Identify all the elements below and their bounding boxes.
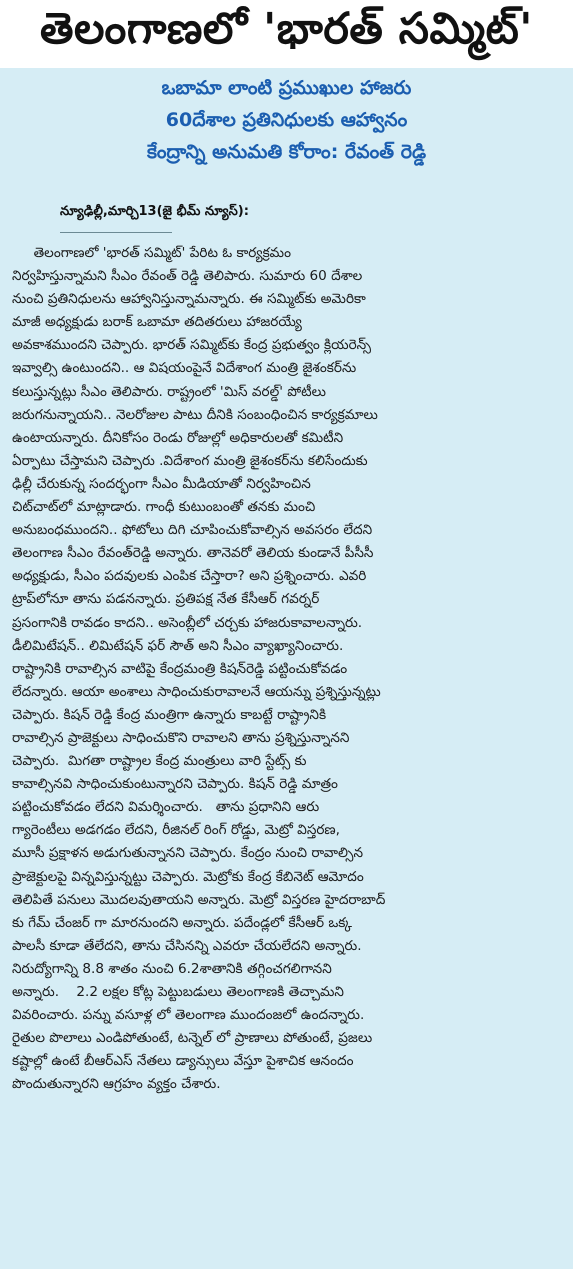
article-line: ప్రాజెక్టులపై విన్నవిస్తున్నట్టు చెప్పారు. మెట్రోకు కేంద్ర కేబినెట్‌ ఆమోదం	[12, 868, 364, 885]
article-line: చెప్పారు. కిషన్‌ రెడ్డి కేంద్ర మంత్రిగా ఉన్నారు కాబట్టే రాష్ట్రానికి	[12, 706, 327, 723]
article-line: అవకాశముందని చెప్పారు. భారత్‌ సమ్మిట్‌కు కేంద్ర ప్రభుత్వం క్లియరెన్స్‌	[12, 337, 372, 354]
subheading: 60దేశాల ప్రతినిధులకు ఆహ్వానం	[165, 109, 408, 131]
article-line: ఉంటాయన్నారు. దీనికోసం రెండు రోజుల్లో అధికారులతో కమిటీని	[12, 429, 344, 446]
article-line: రైతుల పొలాలు ఎండిపోతుంటే, టన్నెల్‌ లో ప్రాణాలు పోతుంటే, ప్రజలు	[12, 1030, 373, 1047]
article-line: పొందుతున్నారని ఆగ్రహం వ్యక్తం చేశారు.	[12, 1076, 221, 1093]
article-line: తెలంగాణలో 'భారత్‌ సమ్మిట్‌' పేరిట ఓ కార్యక్రమం	[12, 245, 291, 261]
article-line: రావాల్సిన ప్రాజెక్టులు సాధించుకొని రావాలని తాను ప్రశ్నిస్తున్నానని	[12, 729, 350, 746]
article-line: రాష్ట్రానికి రావాల్సిన వాటిపై కేంద్రమంత్రి కిషన్‌రెడ్డి పట్టించుకోవడం	[12, 660, 348, 677]
article-line: వివరించారు. పన్ను వసూళ్ల లో తెలంగాణ ముందంజలో ఉందన్నారు.	[12, 1007, 365, 1024]
article-line: కలుస్తున్నట్లు సీఎం తెలిపారు. రాష్ట్రంలో 'మిస్‌ వరల్డ్‌' పోటీలు	[12, 383, 326, 400]
article-line: కావాల్సినవి సాధించుకుంటున్నారని చెప్పారు. కిషన్‌ రెడ్డి మాత్రం	[12, 776, 338, 793]
dateline: న్యూఢిల్లీ,మార్చి13(జై భీమ్‌ న్యూస్‌):	[60, 204, 249, 219]
article-line: కు గేమ్‌ చేంజర్‌ గా మారనుందని అన్నారు. పదేండ్లలో కేసీఆర్‌ ఒక్క	[12, 914, 352, 931]
article-line: చిట్‌చాట్‌లో మాట్లాడారు. గాంధీ కుటుంబంతో తనకు మంచి	[12, 499, 316, 516]
article-line: చెప్పారు. మిగతా రాష్ట్రాల కేంద్ర మంత్రులు వారి స్టేట్స్‌ కు	[12, 753, 307, 770]
article-line: మూసీ ప్రక్షాళన అడుగుతున్నానని చెప్పారు. కేంద్రం నుంచి రావాల్సిన	[12, 845, 363, 862]
article-line: తెలంగాణ సీఎం రేవంత్‌రెడ్డి అన్నారు. తానెవరో తెలియ కుండానే పీసీసీ	[12, 545, 374, 562]
article-body	[12, 242, 560, 1096]
article-line: అన్నారు. 2.2 లక్షల కోట్ల పెట్టుబడులు తెలంగాణకి తెచ్చామని	[12, 984, 344, 1000]
article-line: ప్రసంగానికి రావడం కాదని.. అసెంబ్లీలో చర్చకు హాజరుకావాలన్నారు.	[12, 614, 363, 631]
article-line: అధ్యక్షుడు, సీఎం పదవులకు ఎంపిక చేస్తారా? అని ప్రశ్నించారు. ఎవరి	[12, 568, 367, 585]
article-line: అనుబంధముందని.. ఫోటోలు దిగి చూపించుకోవాల్సిన అవసరం లేదని	[12, 522, 373, 539]
article-line: లేదన్నారు. ఆయా అంశాలు సాధించుకురావాలనే ఆయన్ను ప్రశ్నిస్తున్నట్లు	[12, 683, 381, 700]
article-line: ఢిల్లీ చేరుకున్న సందర్భంగా సీఎం మీడియాతో నిర్వహించిన	[12, 475, 311, 492]
article-line: మాజీ అధ్యక్షుడు బరాక్‌ ఒబామా తదితరులు హాజరయ్యే	[12, 314, 302, 331]
article-line: తెలిపితే పనులు మొదలవుతాయని అన్నారు. మెట్రో విస్తరణ హైదరాబాద్‌	[12, 891, 386, 908]
article-line: కష్టాల్లో ఉంటే బీఆర్‌ఎస్‌ నేతలు డ్యాన్సులు వేస్తూ పైశాచిక ఆనందం	[12, 1053, 354, 1070]
article-line: ఇవ్వాల్సి ఉంటుందని.. ఆ విషయంపైనే విదేశాంగ మంత్రి జైశంకర్‌ను	[12, 360, 357, 377]
headline: తెలంగాణలో 'భారత్‌ సమ్మిట్‌'	[0, 0, 573, 68]
article-line: నుంచి ప్రతినిధులను ఆహ్వానిస్తున్నామన్నారు. ఈ సమ్మిట్‌కు అమెరికా	[12, 291, 366, 308]
article-line: ఏర్పాటు చేస్తామని చెప్పారు .విదేశాంగ మంత్రి జైశంకర్‌ను కలిసేందుకు	[12, 452, 368, 469]
subheadings	[0, 72, 573, 168]
article-line: జరుగనున్నాయని.. నెలరోజుల పాటు దీనికి సంబంధించిన కార్యక్రమాలు	[12, 406, 378, 423]
article-line: నిర్వహిస్తున్నామని సీఎం రేవంత్‌ రెడ్డి తెలిపారు. సుమారు 60 దేశాల	[12, 268, 363, 285]
article-line: పాలసీ కూడా తేలేదని, తాను చేసినన్ని ఎవరూ చేయలేదని అన్నారు.	[12, 937, 362, 954]
article-line: ట్రాప్‌లోనూ తాను పడనన్నారు. ప్రతిపక్ష నేత కేసీఆర్‌ గవర్నర్‌	[12, 591, 320, 608]
divider	[60, 232, 172, 233]
article-line: గ్యారెంటీలు అడగడం లేదని, రీజినల్‌ రింగ్‌ రోడ్డు, మెట్రో విస్తరణ,	[12, 822, 340, 839]
subheading: ఒబామా లాంటి ప్రముఖుల హాజరు	[161, 77, 412, 99]
article-line: పట్టించుకోవడం లేదని విమర్శించారు. తాను ప్రధానిని ఆరు	[12, 799, 320, 816]
subheading: కేంద్రాన్ని అనుమతి కోరాం: రేవంత్‌ రెడ్డి	[146, 141, 427, 163]
article-line: డీలిమిటేషన్‌.. లిమిటేషన్‌ ఫర్‌ సౌత్‌ అని సీఎం వ్యాఖ్యానించారు.	[12, 637, 344, 654]
article-line: నిరుద్యోగాన్ని 8.8 శాతం నుంచి 6.2శాతానికి తగ్గించగలిగానని	[12, 960, 332, 977]
